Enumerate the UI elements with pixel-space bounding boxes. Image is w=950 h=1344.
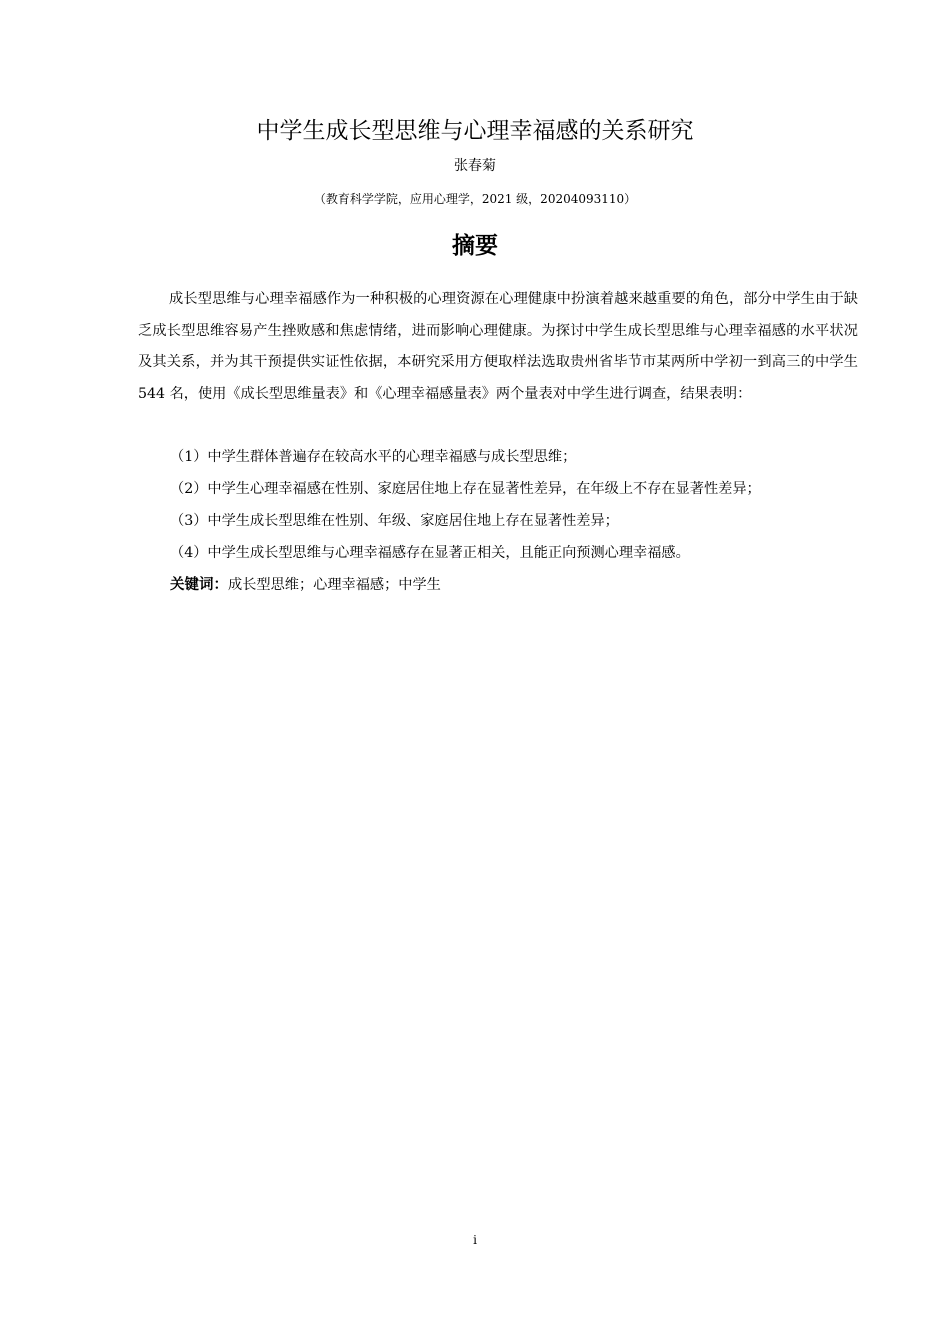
finding-item: （4）中学生成长型思维与心理幸福感存在显著正相关，且能正向预测心理幸福感。 [170,545,690,561]
keywords-line [170,573,870,597]
author-name: 张春菊 [454,158,496,174]
abstract-body: 成长型思维与心理幸福感作为一种积极的心理资源在心理健康中扮演着越来越重要的角色，部分中学生由于缺乏成长型思维容易产生挫败感和焦虑情绪，进而影响心理健康。为探讨中学生成长型思维与心理幸福感的水平状况及其关系，并为其干预提供实证性依据，本研究采用方便取样法选取贵州省毕节市某两所中学初一到高三的中学生 544 名，使用《成长型思维量表》和《心理幸福感量表》两个量表对中学生进行调查，结果表明： [138,291,858,402]
keywords-value: 成长型思维；心理幸福感；中学生 [228,577,441,593]
finding-item: （3）中学生成长型思维在性别、年级、家庭居住地上存在显著性差异； [170,513,619,529]
keywords-label: 关键词： [170,577,228,593]
paper-title: 中学生成长型思维与心理幸福感的关系研究 [256,118,694,144]
abstract-heading: 摘要 [452,233,498,259]
finding-item: （2）中学生心理幸福感在性别、家庭居住地上存在显著性差异，在年级上不存在显著性差异； [170,481,761,497]
page-number: i [473,1233,477,1247]
finding-item: （1）中学生群体普遍存在较高水平的心理幸福感与成长型思维； [170,449,577,465]
author-affiliation: （教育科学学院，应用心理学，2021 级，20204093110） [313,192,637,206]
